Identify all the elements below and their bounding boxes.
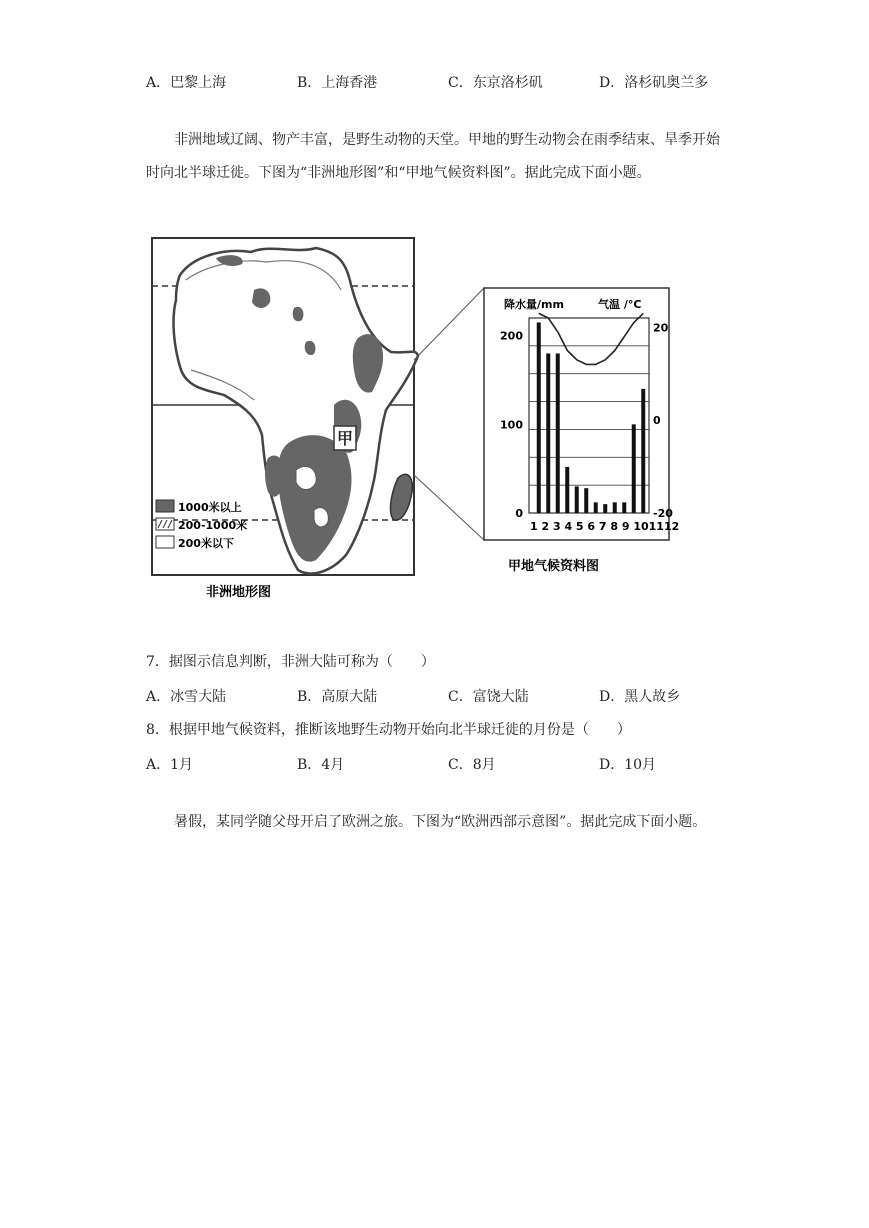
map-caption: 非洲地形图 bbox=[206, 585, 272, 600]
right-tick-label: 0 bbox=[653, 414, 661, 428]
q8-option-b: B．4月 bbox=[297, 757, 345, 773]
highland-sahara-2 bbox=[293, 307, 304, 321]
q8-stem: 8．根据甲地气候资料，推断该地野生动物开始向北半球迁徙的月份是（ ） bbox=[146, 722, 631, 738]
legend-label-high: 1000米以上 bbox=[178, 501, 242, 514]
q8-option-c: C．8月 bbox=[448, 757, 496, 773]
chart-caption: 甲地气候资料图 bbox=[508, 559, 600, 574]
q7-option-a: A．冰雪大陆 bbox=[146, 689, 227, 705]
precip-bar bbox=[537, 322, 541, 513]
q6-option-d: D．洛杉矶奥兰多 bbox=[599, 75, 709, 91]
q7-option-d: D．黑人故乡 bbox=[599, 689, 681, 705]
precip-bar bbox=[641, 389, 645, 513]
left-tick-label: 200 bbox=[500, 329, 523, 343]
chart-ylabel-right: 气温 /°C bbox=[598, 298, 642, 311]
precip-bar bbox=[584, 488, 588, 513]
q7-stem: 7．据图示信息判断，非洲大陆可称为（ ） bbox=[146, 654, 435, 670]
legend-swatch-low bbox=[156, 536, 174, 548]
precip-bar bbox=[632, 424, 636, 513]
precip-bar bbox=[622, 502, 626, 513]
precip-bar bbox=[546, 353, 550, 513]
precip-bar bbox=[565, 467, 569, 513]
legend-swatch-high bbox=[156, 500, 174, 512]
chart-ylabel-left: 降水量/mm bbox=[504, 298, 564, 311]
right-tick-label: -20 bbox=[653, 507, 673, 520]
left-tick-label: 0 bbox=[515, 507, 523, 520]
left-tick-label: 100 bbox=[500, 418, 523, 432]
precip-bar bbox=[575, 486, 579, 513]
q6-option-a: A．巴黎上海 bbox=[146, 75, 227, 91]
legend-label-mid: 200-1000米 bbox=[178, 519, 248, 532]
q6-option-c: C．东京洛杉矶 bbox=[448, 75, 543, 91]
precip-bar bbox=[556, 353, 560, 513]
precip-bar bbox=[603, 504, 607, 513]
connector-top bbox=[414, 288, 484, 360]
precip-bar bbox=[613, 502, 617, 513]
q8-option-a: A．1月 bbox=[146, 757, 194, 773]
q6-option-b: B．上海香港 bbox=[297, 75, 378, 91]
q7-option-c: C．富饶大陆 bbox=[448, 689, 529, 705]
q8-option-d: D．10月 bbox=[599, 757, 657, 773]
intro-paragraph-europe: 暑假，某同学随父母开启了欧洲之旅。下图为“欧洲西部示意图”。据此完成下面小题。 bbox=[174, 814, 707, 830]
right-tick-label: 20 bbox=[653, 321, 669, 335]
connector-bottom bbox=[414, 475, 484, 540]
precip-bar bbox=[594, 502, 598, 513]
chart-x-labels: 1 2 3 4 5 6 7 8 9 101112 bbox=[530, 520, 680, 533]
figure-africa bbox=[146, 230, 726, 610]
marker-label: 甲 bbox=[336, 429, 354, 448]
legend-label-low: 200米以下 bbox=[178, 537, 234, 550]
intro-paragraph-africa: 非洲地域辽阔、物产丰富，是野生动物的天堂。甲地的野生动物会在雨季结束、旱季开始时向北半球迁徙。下图为“非洲地形图”和“甲地气候资料图”。据此完成下面小题。 bbox=[146, 132, 720, 181]
figure-svg bbox=[146, 230, 726, 610]
q7-option-b: B．高原大陆 bbox=[297, 689, 378, 705]
